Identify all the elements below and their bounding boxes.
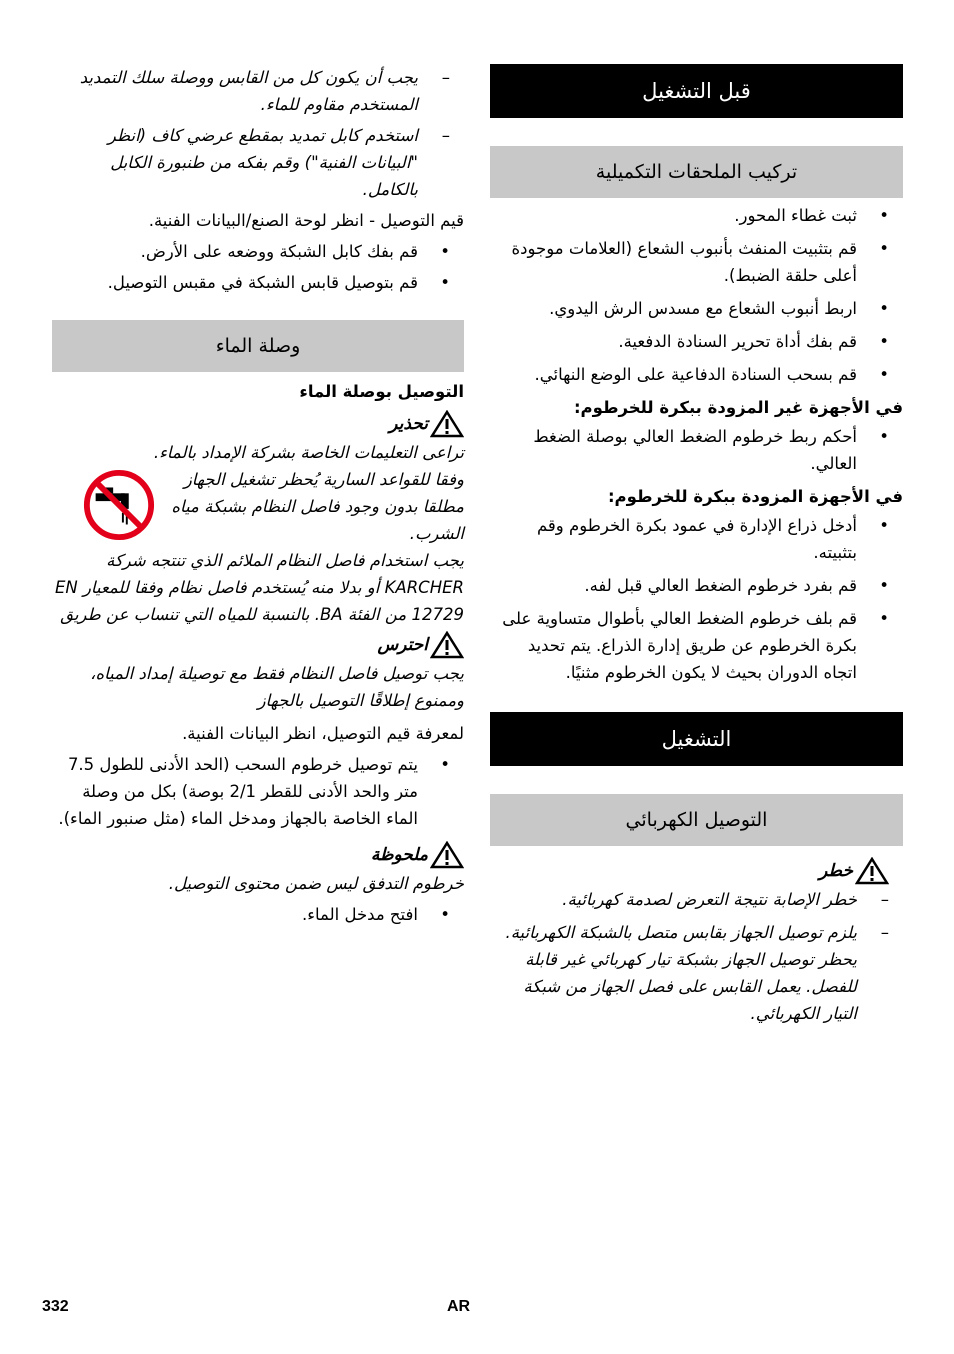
values-reference: لمعرفة قيم التوصيل، انظر البيانات الفنية.	[182, 724, 464, 743]
list-item: • قم بفرد خرطوم الضغط العالي قبل لفه.	[490, 572, 903, 599]
page-number: 332	[42, 1298, 69, 1315]
list-item: • قم بلف خرطوم الضغط العالي بأطوال متساوية على بكرة الخرطوم عن طريق إدارة الذراع. يتم تحديد اتجاه الدوران بحيث لا يكون الخرطوم مثنيًا.	[490, 605, 903, 686]
list-item: • يتم توصيل خرطوم السحب (الحد الأدنى للطول 7.5 متر والحد الأدنى للقطر 2/1 بوصة) بكل من وصلة الماء الخاصة بالجهاز ومدخل الماء (مثل صنبور الماء).	[52, 751, 464, 832]
caution-text: يجب توصيل فاصل النظام فقط مع توصيلة إمداد المياه، وممنوع إطلاقًا التوصيل بالجهاز	[90, 664, 464, 710]
list-item: • قم بسحب السنادة الدفاعية على الوضع النهائي.	[490, 361, 903, 388]
accessories-list	[490, 202, 903, 388]
suction-hose-list	[52, 751, 464, 832]
reel-heading: في الأجهزة المزودة ببكرة للخرطوم:	[607, 487, 903, 506]
list-item: – استخدم كابل تمديد بمقطع عرضي كاف (انظر "البيانات الفنية") وقم بفكه من طنبورة الكابل بالكامل.	[52, 122, 464, 203]
note-label: ملحوظة	[370, 845, 428, 865]
caution-heading	[52, 630, 464, 660]
warning-label: تحذير	[389, 414, 428, 434]
list-item: • افتح مدخل الماء.	[52, 901, 464, 928]
warning-heading	[52, 409, 464, 439]
warning-triangle-icon	[430, 841, 464, 869]
list-item: • ثبت غطاء المحور.	[490, 202, 903, 229]
warning-text-1: تراعى التعليمات الخاصة بشركة الإمداد بالماء.	[153, 443, 464, 462]
reel-list	[490, 512, 903, 686]
list-item: • أدخل ذراع الإدارة في عمود بكرة الخرطوم وقم بتثبيته.	[490, 512, 903, 566]
caution-label: احترس	[377, 635, 428, 655]
left-column	[52, 64, 464, 928]
right-column	[490, 64, 903, 1027]
warning-text-2: وفقا للقواعد السارية يُحظر تشغيل الجهاز مطلقا بدون وجود فاصل النظام بشبكة مياه الشرب.	[171, 470, 464, 543]
list-item: • قم بتوصيل قابس الشبكة في مقبس التوصيل.	[52, 269, 464, 296]
subsection-title-electrical: التوصيل الكهربائي	[490, 794, 903, 846]
list-item: – يلزم توصيل الجهاز بقابس متصل بالشبكة الكهربائية. يحظر توصيل الجهاز بشبكة تيار كهربائي غير قابلة للفصل. يعمل القابس على فصل الجهاز من شبكة التيار الكهربائي.	[490, 919, 903, 1027]
list-item: • أحكم ربط خرطوم الضغط العالي بوصلة الضغط العالي.	[490, 423, 903, 477]
warning-text-3: يجب استخدام فاصل النظام الملائم الذي تنتجه شركة KARCHER أو بدلا منه يُستخدم فاصل نظام وفقا للمعيار EN 12729 من الفئة BA. بالنسبة للمياه التي تنساب عن طريق	[54, 551, 464, 624]
no-reel-heading: في الأجهزة غير المزودة ببكرة للخرطوم:	[573, 398, 903, 417]
warning-triangle-icon	[430, 631, 464, 659]
language-code: AR	[447, 1298, 471, 1315]
danger-list	[490, 886, 903, 1027]
warning-triangle-icon	[430, 410, 464, 438]
danger-label: خطر	[819, 861, 853, 881]
list-item: – خطر الإصابة نتيجة التعرض لصدمة كهربائية.	[490, 886, 903, 913]
note-text: خرطوم التدفق ليس ضمن محتوى التوصيل.	[168, 874, 464, 893]
list-item: • قم بفك أداة تحرير السنادة الدفعية.	[490, 328, 903, 355]
mains-list	[52, 238, 464, 296]
warning-triangle-icon	[855, 857, 889, 885]
prohibition-block	[52, 466, 464, 547]
danger-heading	[490, 856, 903, 886]
list-item: • قم بفك كابل الشبكة ووضعه على الأرض.	[52, 238, 464, 265]
subsection-title-water: وصلة الماء	[52, 320, 464, 372]
open-water-list	[52, 901, 464, 928]
section-title-operation: التشغيل	[490, 712, 903, 766]
connection-values-text: قيم التوصيل - انظر لوحة الصنع/البيانات الفنية.	[148, 211, 464, 230]
water-connection-heading: التوصيل بوصلة الماء	[299, 382, 464, 401]
section-title-before-operation: قبل التشغيل	[490, 64, 903, 118]
list-item: – يجب أن يكون كل من القابس ووصلة سلك التمديد المستخدم مقاوم للماء.	[52, 64, 464, 118]
no-drinking-water-icon	[82, 468, 156, 542]
note-heading	[52, 840, 464, 870]
subsection-title-accessories: تركيب الملحقات التكميلية	[490, 146, 903, 198]
extension-cable-list	[52, 64, 464, 203]
list-item: • قم بتثبيت المنفث بأنبوب الشعاع (العلامات موجودة أعلى حلقة الضبط).	[490, 235, 903, 289]
list-item: • اربط أنبوب الشعاع مع مسدس الرش اليدوي.	[490, 295, 903, 322]
no-reel-list	[490, 423, 903, 477]
